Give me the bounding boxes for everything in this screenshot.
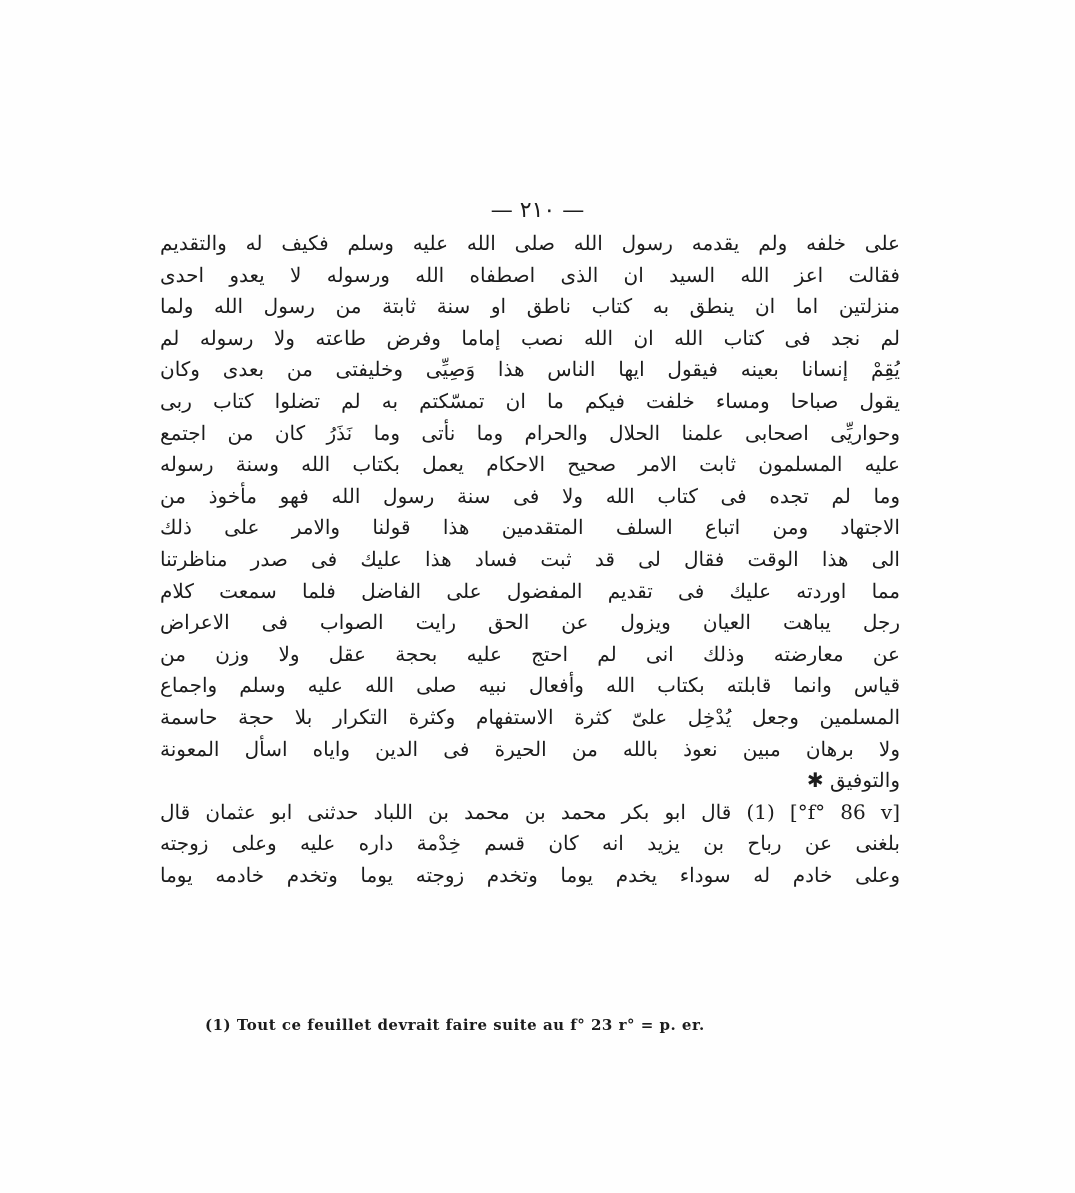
text-line: الاجتهاد ومن اتباع السلف المتقدمين هذا قولنا والامر على ذلك [160,515,900,540]
text-line: رجل يباهت العيان ويزول عن الحق رايت الصواب فى الاعراض [160,610,900,635]
paragraph-end-line: والتوفيق ✱ [806,768,900,793]
text-line: منزلتين اما ان ينطق به كتاب ناطق او سنة ثابتة من رسول الله ولما [160,294,900,319]
text-line: عليه المسلمون ثابت الامر صحيح الاحكام يعمل بكتاب الله وسنة رسوله [160,452,900,477]
folio-reference-line: [f° 86 v°] (1) قال ابو بكر محمد بن محمد بن اللباد حدثنى ابو عثمان قال [160,799,900,824]
text-line: لم نجد فى كتاب الله ان الله نصب إماما وفرض طاعته ولا رسوله لم [160,325,900,350]
text-line: وحواريِّى اصحابى علمنا الحلال والحرام وما نأتى وما نَذَرُ كان من اجتمع [160,420,900,445]
text-line: الى هذا الوقت فقال لى قد ثبت فساد هذا عليك فى صدر مناظرتنا [160,546,900,571]
text-line: فقالت اعز الله السيد ان الذى اصطفاه الله ورسوله لا يعدو احدى [160,262,900,287]
text-line: يُقِمْ إنسانا بعينه فيقول ايها الناس هذا وَصِيِّى وخليفتى من بعدى وكان [160,357,900,382]
text-line: يقول صباحا ومساء خلفت فيكم ما ان تمسّكتم به لم تضلوا كتاب ربى [160,388,900,413]
footnote: (1) Tout ce feuillet devrait faire suite au f° 23 r° = p. er. [205,1016,705,1034]
arabic-text-block [160,228,900,891]
page-number: — ٢١٠ — [490,198,585,223]
text-line: وما لم تجده فى كتاب الله ولا فى سنة رسول الله فهو مأخوذ من [160,483,900,508]
text-line: قياس وانما قابلته بكتاب الله وأفعال نبيه صلى الله عليه وسلم واجماع [160,673,900,698]
text-line: على خلفه ولم يقدمه رسول الله صلى الله عليه وسلم فكيف له والتقديم [160,231,900,255]
text-line: المسلمين وجعل يُدْخِل علىّ كثرة الاستفهام وكثرة التكرار بلا حجة حاسمة [160,704,900,729]
text-line: ولا برهان مبين نعوذ بالله من الحيرة فى الدين واياه اسأل المعونة [160,736,900,761]
text-line: بلغنى عن رباح بن يزيد انه كان قسم خِدْمة داره عليه وعلى زوجته [160,831,900,856]
text-line: مما اوردته عليك فى تقديم المفضول على الفاضل فلما سمعت كلام [160,578,900,603]
text-line: وعلى خادم له سوداء يخدم يوما وتخدم زوجته يوما وتخدم خادمه يوما [160,862,900,887]
text-line: عن معارضته وذلك انى لم احتج عليه بحجة عقل ولا وزن من [160,641,900,666]
